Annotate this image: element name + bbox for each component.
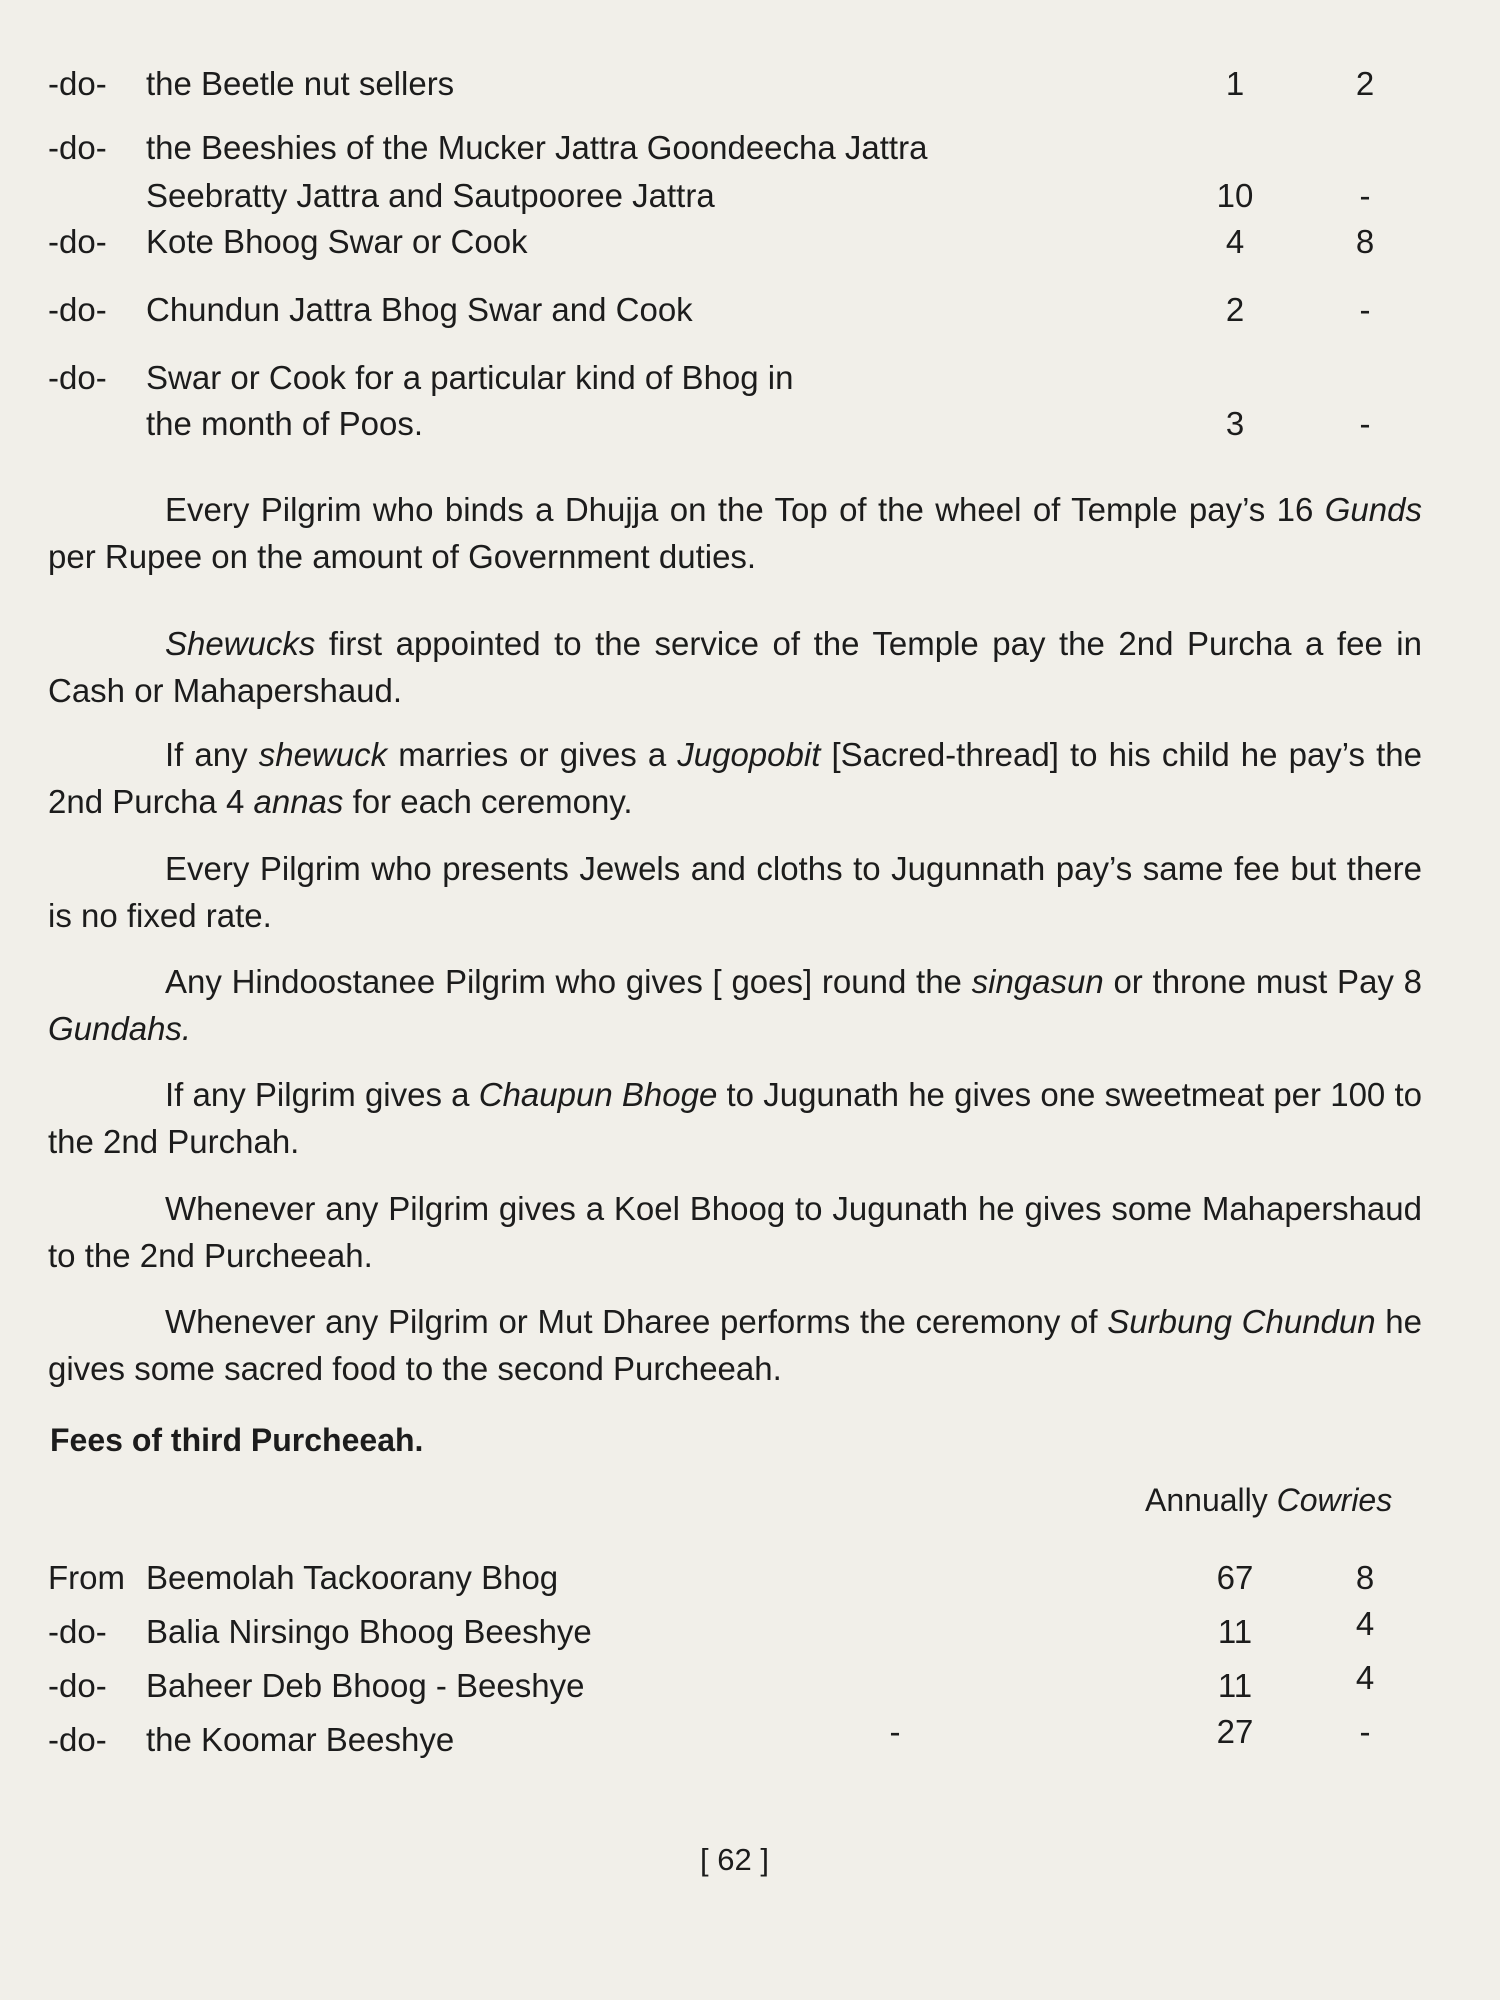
- italic-term: Gundahs.: [48, 1010, 192, 1047]
- ditto-mark: -do-: [48, 129, 107, 166]
- row-description: Beemolah Tackoorany Bhog: [146, 1559, 559, 1596]
- italic-term: Shewucks: [165, 625, 316, 662]
- paragraph: [48, 845, 1422, 939]
- paragraph-text: Whenever any Pilgrim gives a Koel Bhoog to Jugunath he gives some Mahapershaud to the 2nd Purcheeah.: [48, 1190, 1422, 1274]
- amount-col1: 1: [1225, 65, 1245, 102]
- amount-col1: 11: [1217, 1613, 1253, 1650]
- row-prefix: From: [48, 1559, 125, 1596]
- row-description: Seebratty Jattra and Sautpooree Jattra: [146, 177, 715, 214]
- paragraph: [48, 486, 1422, 580]
- amount-col2: 8: [1355, 1559, 1375, 1596]
- paragraph: [48, 958, 1422, 1052]
- paragraph: [48, 1298, 1422, 1392]
- italic-term: Gunds: [1324, 491, 1422, 528]
- paragraph: [48, 620, 1422, 714]
- row-description: Balia Nirsingo Bhoog Beeshye: [146, 1613, 592, 1650]
- amount-col2: 4: [1355, 1659, 1375, 1696]
- ditto-mark: -do-: [48, 359, 107, 396]
- row-description: Chundun Jattra Bhog Swar and Cook: [146, 291, 693, 328]
- amount-col2: -: [1359, 405, 1371, 442]
- paragraph: [48, 1185, 1422, 1279]
- row-description: the Koomar Beeshye: [146, 1721, 455, 1758]
- amount-col1: 4: [1225, 223, 1245, 260]
- paragraph-text: Whenever any Pilgrim or Mut Dharee performs the ceremony of: [165, 1303, 1108, 1340]
- amount-col1: 67: [1216, 1559, 1254, 1596]
- paragraph-text: first appointed to the service of the Temple pay the 2nd Purcha a fee in Cash or Mahapershaud.: [48, 625, 1422, 709]
- paragraph-text: marries or gives a: [387, 736, 678, 773]
- italic-term: singasun: [971, 963, 1104, 1000]
- amount-col2: -: [1359, 1713, 1371, 1750]
- column-header: [1145, 1482, 1392, 1519]
- amount-col2: -: [1359, 291, 1371, 328]
- paragraph: [48, 731, 1422, 825]
- italic-term: shewuck: [258, 736, 388, 773]
- row-description: the month of Poos.: [146, 405, 424, 442]
- amount-col1: 10: [1216, 177, 1254, 214]
- cowries-label: Cowries: [1276, 1482, 1393, 1518]
- italic-term: Chaupun Bhoge: [478, 1076, 718, 1113]
- italic-term: Jugopobit: [677, 736, 821, 773]
- paragraph-text: for each ceremony.: [343, 783, 633, 820]
- ditto-mark: -do-: [48, 1721, 107, 1758]
- annually-label: Annually: [1145, 1482, 1268, 1518]
- row-description: the Beeshies of the Mucker Jattra Goondeecha Jattra: [146, 129, 928, 166]
- ditto-mark: -do-: [48, 1613, 107, 1650]
- row-description: Baheer Deb Bhoog - Beeshye: [146, 1667, 585, 1704]
- row-description: Kote Bhoog Swar or Cook: [146, 223, 528, 260]
- italic-term: annas: [253, 783, 344, 820]
- paragraph-text: or throne must Pay 8: [1103, 963, 1422, 1000]
- amount-col1: 11: [1217, 1667, 1253, 1704]
- paragraph-text: he gives some sacred food to the second Purcheeah.: [48, 1303, 1423, 1387]
- row-description: Swar or Cook for a particular kind of Bhog in: [146, 359, 794, 396]
- ditto-mark: -do-: [48, 291, 107, 328]
- ditto-mark: -do-: [48, 223, 107, 260]
- ditto-mark: -do-: [48, 1667, 107, 1704]
- italic-term: Surbung Chundun: [1107, 1303, 1376, 1340]
- ditto-mark: -do-: [48, 65, 107, 102]
- paragraph-text: to Jugunath he gives one sweetmeat per 100 to the 2nd Purchah.: [48, 1076, 1422, 1160]
- amount-col1: 27: [1216, 1713, 1254, 1750]
- paragraph-text: Every Pilgrim who binds a Dhujja on the Top of the wheel of Temple pay’s 16: [165, 491, 1325, 528]
- paragraph-text: per Rupee on the amount of Government duties.: [48, 538, 757, 575]
- page-number: [ 62 ]: [700, 1842, 769, 1877]
- paragraph-text: Any Hindoostanee Pilgrim who gives [ goes] round the: [165, 963, 972, 1000]
- amount-col1: 3: [1225, 405, 1245, 442]
- amount-col2: -: [1359, 177, 1371, 214]
- amount-col2: 2: [1355, 65, 1375, 102]
- paragraph-text: If any: [165, 736, 259, 773]
- amount-col2: 4: [1355, 1605, 1375, 1642]
- amount-col1: 2: [1225, 291, 1245, 328]
- paragraph-text: [Sacred-thread] to his child he pay’s the 2nd Purcha 4: [48, 736, 1422, 820]
- paragraph-text: Every Pilgrim who presents Jewels and cloths to Jugunnath pay’s same fee but there is no fixed rate.: [48, 850, 1422, 934]
- paragraph-text: If any Pilgrim gives a: [165, 1076, 479, 1113]
- row-description: the Beetle nut sellers: [146, 65, 455, 102]
- section-heading: Fees of third Purcheeah.: [50, 1422, 424, 1458]
- stray-dash: -: [889, 1713, 901, 1750]
- paragraph: [48, 1071, 1422, 1165]
- amount-col2: 8: [1355, 223, 1375, 260]
